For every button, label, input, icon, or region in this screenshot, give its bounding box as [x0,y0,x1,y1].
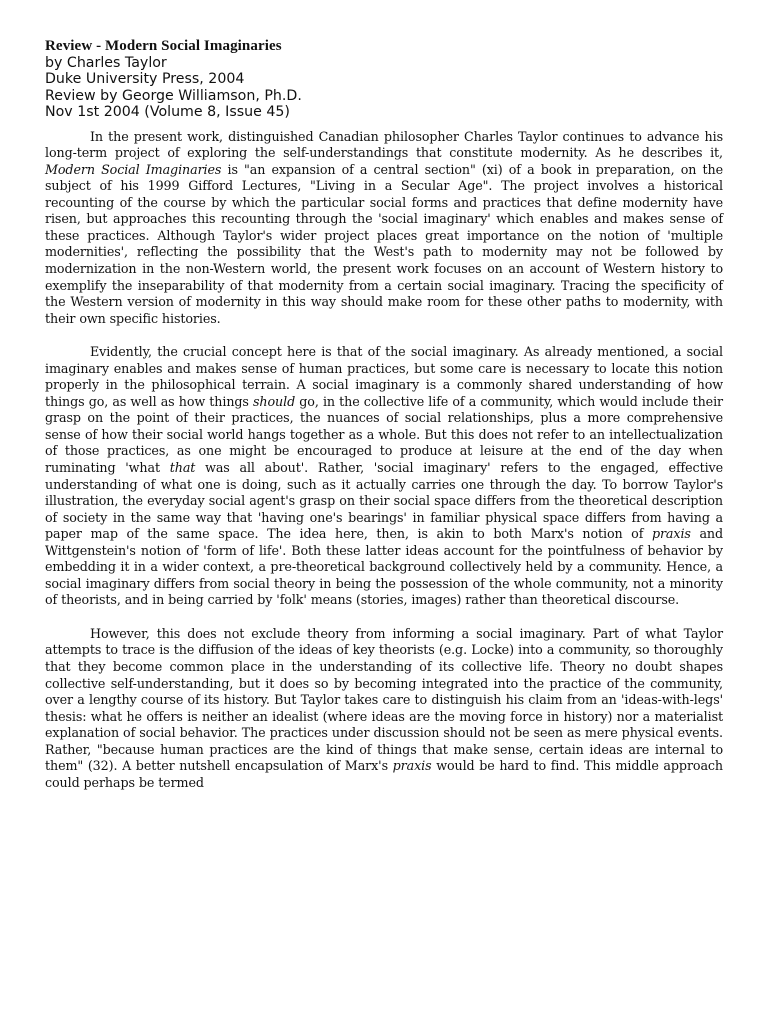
paragraph-2-text-c: go, in the collective life of a community, which would include their grasp on the point of their practices, the nuances of social relationships, plus a more comprehensive sense of how their social world hangs together as a whole. But this does not refer to an intellectualization of those practices, as one might be encouraged to produce at leisure at the end of the day when ruminating 'what [45,393,723,476]
book-title-italic: Modern Social Imaginaries [45,161,222,177]
publisher: Duke University Press, 2004 [45,71,245,88]
paragraph-2 [45,344,723,609]
emphasis-should: should [253,393,296,409]
emphasis-that: that [169,460,196,476]
paragraph-2-text-a: Evidently, the crucial concept here is that of the social imaginary. As already mentioned, a social imaginary enables and makes sense of human practices, but some care is necessary to locate this notion properly in the philosophical terrain. A social imaginary is a commonly shared understanding of how things go, as well as how things [45,344,723,409]
paragraph-1 [45,129,723,328]
paragraph-1-text-a: In the present work, distinguished Canadian philosopher Charles Taylor continues to advance his long-term project of exploring the self-understandings that constitute modernity. As he describes it, [45,128,723,161]
paragraph-3 [45,626,723,791]
paragraph-1-text-c: is "an expansion of a central section" (xi) of a book in preparation, on the subject of his 1999 Gifford Lectures, "Living in a Secular Age". The project involves a historical recounting of the course by which the particular social forms and practices that define modernity have risen, but approaches this recounting through the 'social imaginary' which enables and makes sense of these practices. Although Taylor's wider project places great importance on the notion of 'multiple modernities', reflecting the possibility that the West's path to modernity may not be followed by modernization in the non-Western world, the present work focuses on an account of Western history to exemplify the inseparability of that modernity from a certain social imaginary. Tracing the specificity of the Western version of modernity in this way should make room for these other paths to modernity, with their own specific histories. [45,161,723,326]
emphasis-praxis: praxis [651,526,691,542]
book-author: by Charles Taylor [45,55,167,71]
paragraph-3-text-c: would be hard to find. This middle approach could perhaps be termed [45,758,723,790]
paragraph-3-text-a: However, this does not exclude theory from informing a social imaginary. Part of what Taylor attempts to trace is the diffusion of the ideas of key theorists (e.g. Locke) into a community, so thoroughly that they become common place in the understanding of its collective life. Theory no doubt shapes collective self-understanding, but it does so by becoming integrated into the practice of the community, over a lengthy course of its history. But Taylor takes care to distinguish his claim from an 'ideas-with-legs' thesis: what he offers is neither an idealist (where ideas are the moving force in history) nor a materialist explanation of social behavior. The practices under discussion should not be seen as mere physical events. Rather, "because human practices are the kind of things that make sense, certain ideas are internal to them" (32). A better nutshell encapsulation of Marx's [45,625,723,774]
paragraph-2-text-g: and Wittgenstein's notion of 'form of life'. Both these latter ideas account for the pointfulness of behavior by embedding it in a wider context, a pre-theoretical background collectively held by a community. Hence, a social imaginary differs from social theory in being the possession of the whole community, not a minority of theorists, and in being carried by 'folk' means (stories, images) rather than theoretical discourse. [45,526,724,608]
page-bottom-margin [0,1010,768,1024]
issue-date: Nov 1st 2004 (Volume 8, Issue 45) [45,104,290,121]
review-title: Review - Modern Social Imaginaries [45,38,282,54]
document-page [45,38,723,791]
paragraph-2-text-e: was all about'. Rather, 'social imaginary' refers to the engaged, effective understanding of what one is doing, such as it actually carries one through the day. To borrow Taylor's illustration, the everyday social agent's grasp on their social space differs from the theoretical description of society in the same way that 'having one's bearings' in familiar physical space differs from having a paper map of the same space. The idea here, then, is akin to both Marx's notion of [45,460,723,542]
emphasis-praxis-2: praxis [392,758,432,774]
reviewer: Review by George Williamson, Ph.D. [45,87,302,104]
